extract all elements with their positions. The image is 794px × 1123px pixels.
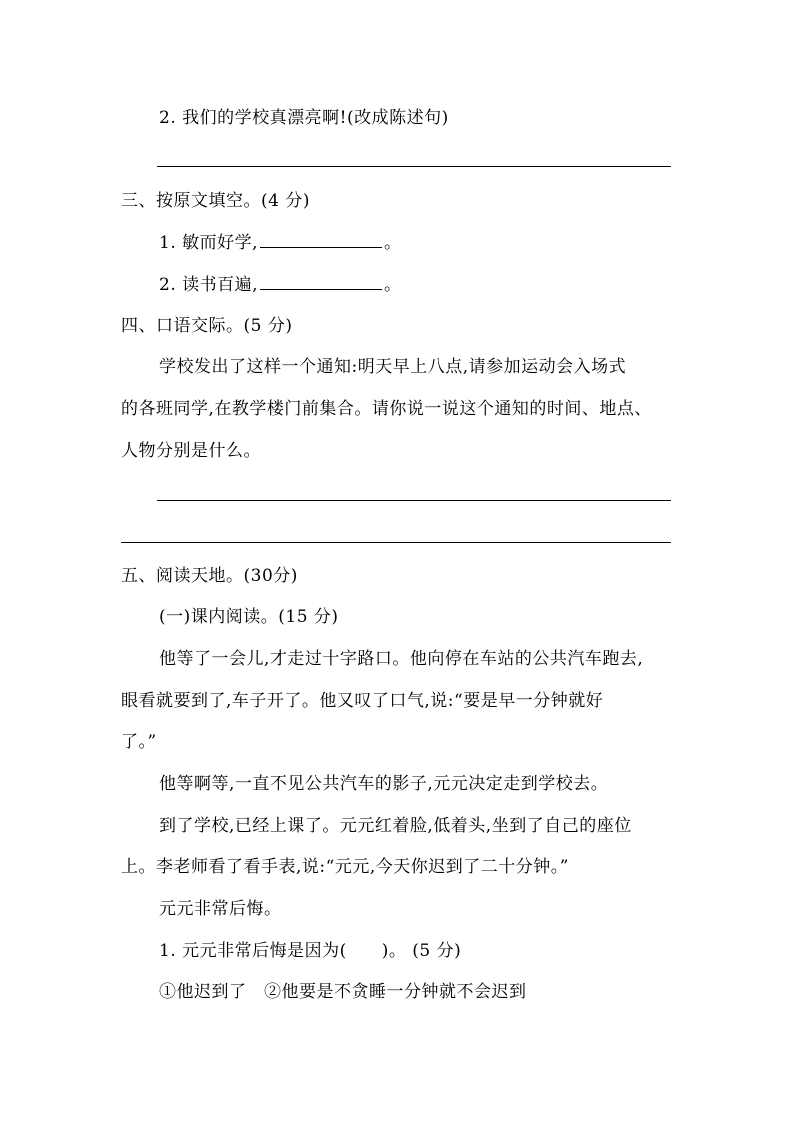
reading-p1-line-1: 他等了一会儿,才走过十字路口。他向停在车站的公共汽车跑去, <box>159 649 644 669</box>
fill-blank-item-2-end: 。 <box>384 275 402 295</box>
reading-p1-line-2: 眼看就要到了,车子开了。他又叹了口气,说:“要是早一分钟就好 <box>121 691 604 711</box>
section-4-paragraph-line-3: 人物分别是什么。 <box>121 441 261 461</box>
answer-line <box>157 166 671 167</box>
answer-line <box>157 500 671 501</box>
fill-blank-item-2-prompt: 2. 读书百遍, <box>159 275 259 295</box>
reading-p2: 他等啊等,一直不见公共汽车的影子,元元决定走到学校去。 <box>159 774 609 794</box>
reading-p4: 元元非常后悔。 <box>159 899 282 919</box>
reading-p1-line-3: 了。” <box>121 732 157 752</box>
section-5-subheading: (一)课内阅读。(15 分) <box>159 607 339 627</box>
answer-line <box>121 542 671 543</box>
reading-p3-line-2: 上。李老师看了看手表,说:“元元,今天你迟到了二十分钟。” <box>121 857 569 877</box>
fill-blank-item-1-prompt: 1. 敏而好学, <box>159 233 259 253</box>
fill-blank-item-1 <box>159 231 402 254</box>
question-1-options: ①他迟到了 ②他要是不贪睡一分钟就不会迟到 <box>159 982 527 1002</box>
section-5-heading: 五、阅读天地。(30分) <box>121 566 298 586</box>
section-4-paragraph-line-2: 的各班同学,在教学楼门前集合。请你说一说这个通知的时间、地点、 <box>121 399 652 419</box>
fill-blank-2[interactable] <box>260 273 382 290</box>
reading-p3-line-1: 到了学校,已经上课了。元元红着脸,低着头,坐到了自己的座位 <box>159 816 632 836</box>
fill-blank-item-1-end: 。 <box>384 233 402 253</box>
section-4-paragraph-line-1: 学校发出了这样一个通知:明天早上八点,请参加运动会入场式 <box>159 357 627 377</box>
fill-blank-item-2 <box>159 273 402 296</box>
question-item-2: 2. 我们的学校真漂亮啊!(改成陈述句) <box>159 108 449 128</box>
fill-blank-1[interactable] <box>260 231 382 248</box>
section-4-heading: 四、口语交际。(5 分) <box>121 316 293 336</box>
section-3-heading: 三、按原文填空。(4 分) <box>121 191 310 211</box>
question-1: 1. 元元非常后悔是因为( )。 (5 分) <box>159 941 462 961</box>
